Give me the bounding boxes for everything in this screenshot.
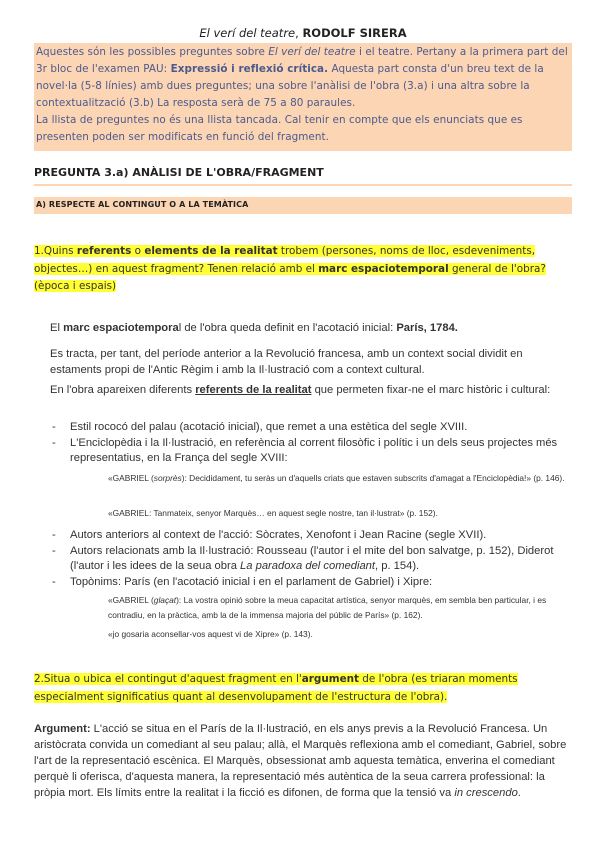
- list-item: - Autors relacionats amb la Il·lustració: Rousseau (l'autor i el mite del bon salvatge, p. 152), Diderot (l'autor i les idees de la seua obra La paradoxa del comediant, p. 154).: [52, 544, 554, 572]
- bullet-list-a: [50, 420, 570, 467]
- section-heading: PREGUNTA 3.a) ANÀLISI DE L'OBRA/FRAGMENT: [34, 166, 324, 179]
- list-item: - L'Enciclopèdia i la Il·lustració, en referència al corrent filosòfic i polític i un dels seus projectes més representatius, en la França del segle XVIII:: [52, 436, 558, 464]
- list-item: - Estil rococó del palau (acotació inicial), que remet a una estètica del segle XVIII.: [52, 421, 468, 433]
- list-item: - Autors anteriors al context de l'acció: Sòcrates, Xenofont i Jean Racine (segle XVII).: [52, 529, 487, 541]
- document-title: El verí del teatre, RODOLF SIRERA: [199, 26, 407, 40]
- quote-2: «GABRIEL: Tanmateix, senyor Marquès… en aquest segle nostre, tan il·lustrat» (p. 152).: [108, 508, 438, 518]
- quote-3: «GABRIEL (glaçat): La vostra opinió sobre la meua capacitat artística, senyor marquès, em sembla ben particular, i es contradiu, en la pràctica, amb la de la immensa majoria del públic de París» (p. 162).: [108, 595, 547, 620]
- question-2: 2.Situa o ubica el contingut d'aquest fragment en l'argument de l'obra (es triaran moments especialment significatius quant al desenvolupament de l'estructura de l'obra).: [34, 673, 518, 703]
- intro-text: Aquestes són les possibles preguntes sobre El verí del teatre i el teatre. Pertany a la primera part del 3r bloc de l'examen PAU: Expressió i reflexió crítica. Aquesta part consta d'un breu text de la novel·la (5-8 línies) amb dues preguntes; una sobre l'anàlisi de l'obra (3.a) i una altra sobre la contextualització (3.b) La resposta serà de 75 a 80 paraules. La llista de preguntes no és una llista tancada. Cal tenir en compte que els enunciats que es presenten poden ser modificats en funció del fragment.: [36, 46, 568, 143]
- quote-1: «GABRIEL (sorprès): Decididament, tu seràs un d'aquells criats que estaven subscrits d'amagat a l'Enciclopèdia!» (p. 146).: [108, 473, 565, 483]
- subheading: A) RESPECTE AL CONTINGUT O A LA TEMÀTICA: [36, 200, 249, 209]
- answer-1-para-3: En l'obra apareixen diferents referents de la realitat que permeten fixar-ne el marc històric i cultural:: [50, 384, 551, 396]
- list-item: - Topònims: París (en l'acotació inicial i en el parlament de Gabriel) i Xipre:: [52, 575, 433, 588]
- section-heading-bar: [34, 184, 572, 186]
- work-title: El verí del teatre: [199, 26, 296, 40]
- answer-1-para-1: El marc espaciotemporal de l'obra queda definit en l'acotació inicial: París, 1784.: [50, 322, 458, 334]
- bullet-list-b: [50, 528, 570, 590]
- question-1: 1.Quins referents o elements de la realitat trobem (persones, noms de lloc, esdeveniments, objectes…) en aquest fragment? Tenen relació amb el marc espaciotemporal general de l'obra? (època i espais): [34, 245, 546, 292]
- quote-4: «jo gosaria aconsellar-vos aquest vi de Xipre» (p. 143).: [108, 629, 313, 639]
- answer-1-para-2: Es tracta, per tant, del període anterior a la Revolució francesa, amb un context social dividit en estaments propi de l'Antic Règim i amb la Il·lustració com a context cultural.: [50, 348, 523, 376]
- argument-paragraph: Argument: L'acció se situa en el París de la Il·lustració, en els anys previs a la Revolució Francesa. Un aristòcrata convida un comediant al seu palau; allà, el Marquès reflexiona amb el comediant, Gabriel, sobre l'art de la representació escènica. El Marquès, obsessionat amb aquesta temàtica, enverina el comediant perquè li oferisca, d'aquesta manera, la representació més autèntica de la seua carrera professional: la pròpia mort. Els límits entre la realitat i la ficció es difonen, de forma que la tensió va in crescendo.: [34, 723, 567, 799]
- author-name: RODOLF SIRERA: [302, 26, 407, 40]
